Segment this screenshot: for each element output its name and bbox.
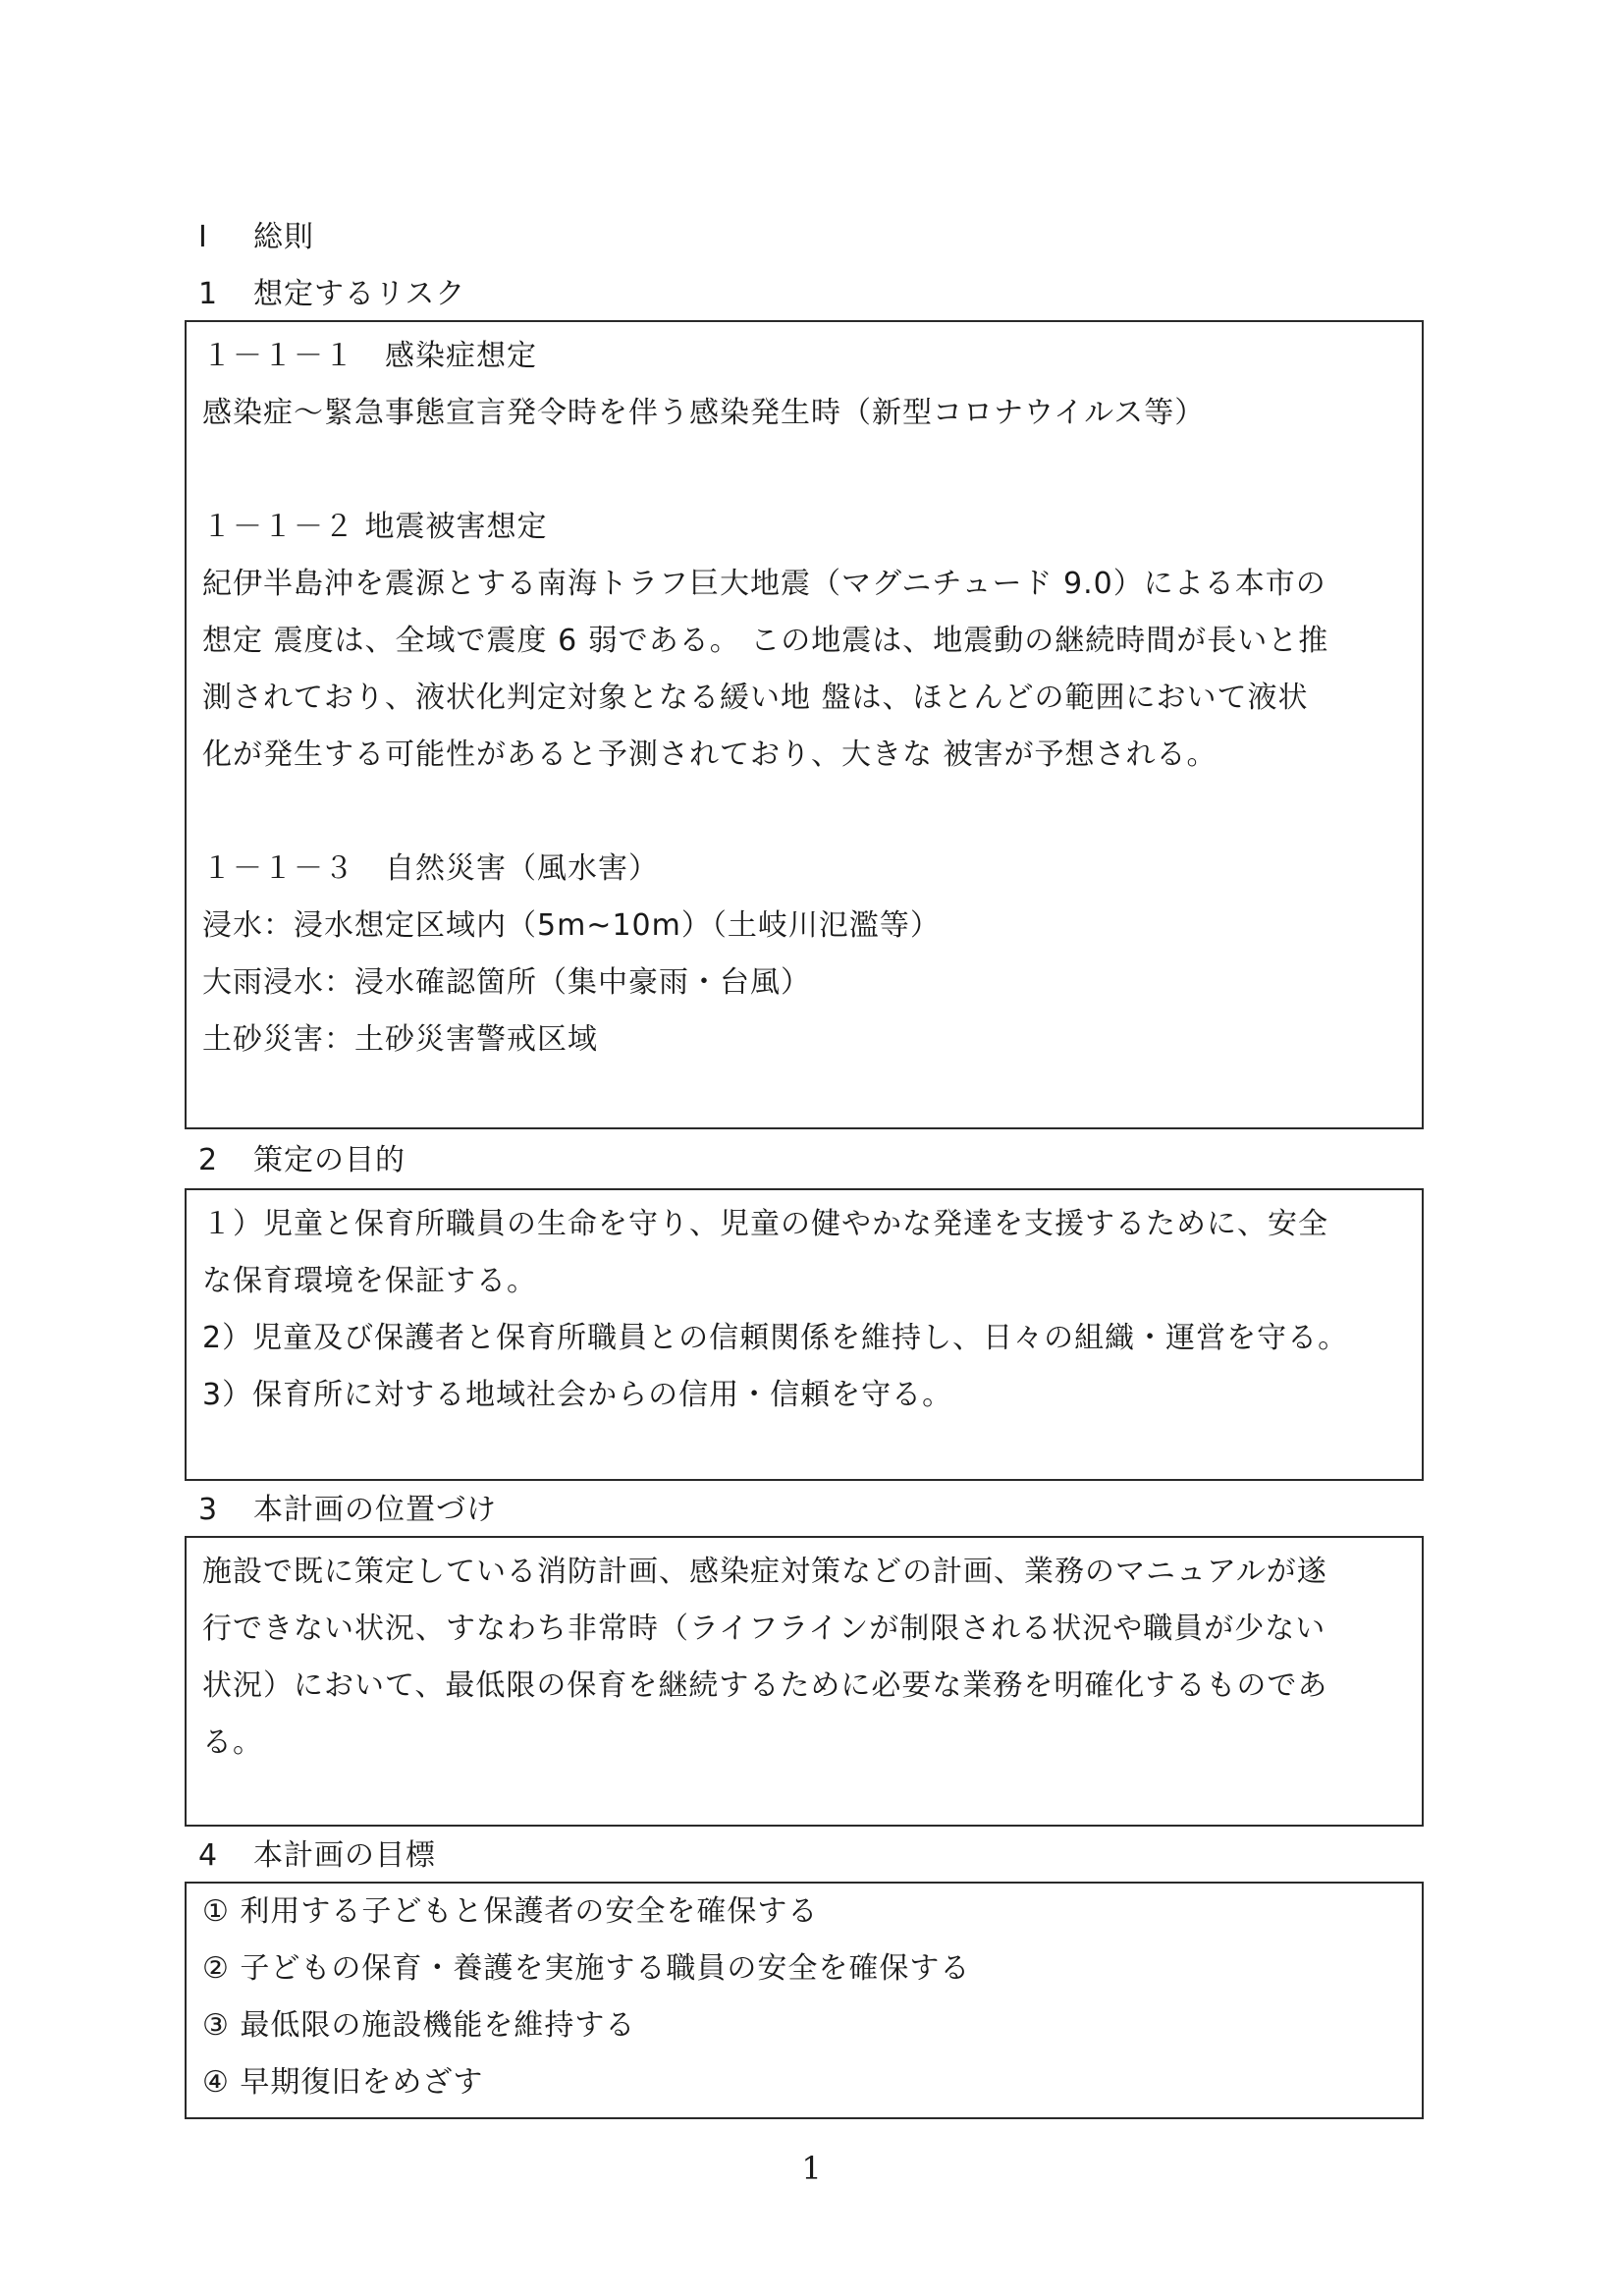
section-title: 本計画の位置づけ [253,1493,497,1527]
purpose-line: １）児童と保育所職員の生命を守り、児童の健やかな発達を支援するために、安全 [202,1207,1328,1241]
goal-item: ① 利用する子どもと保護者の安全を確保する [202,1894,819,1929]
positioning-line: 行できない状況、すなわち非常時（ライフラインが制限される状況や職員が少ない [202,1612,1326,1646]
earthquake-line: 化が発生する可能性があると予測されており、大きな 被害が予想される。 [202,738,1217,772]
section-2-heading [198,1141,406,1180]
positioning-line: 施設で既に策定している消防計画、感染症対策などの計画、業務のマニュアルが遂 [202,1555,1327,1589]
earthquake-line: 紀伊半島沖を震源とする南海トラフ巨大地震（マグニチュード 9.0）による本市の [202,567,1326,601]
goals-box [185,1882,1424,2119]
goal-item: ③ 最低限の施設機能を維持する [202,2008,636,2043]
natural-disaster-line: 浸水：浸水想定区域内（5m~10m）（土岐川氾濫等） [202,908,941,943]
section-3-heading [198,1491,497,1530]
section-number: 4 [198,1838,219,1873]
goal-item: ④ 早期復旧をめざす [202,2065,484,2100]
page-number: 1 [801,2150,822,2187]
section-1-heading [198,275,465,314]
section-number: 3 [198,1493,219,1527]
chapter-heading [198,218,314,257]
natural-disaster-line: 大雨浸水：浸水確認箇所（集中豪雨・台風） [202,965,811,1000]
positioning-line: る。 [202,1725,263,1760]
section-title: 想定するリスク [253,277,466,311]
section-number: 2 [198,1143,219,1177]
section-number: 1 [198,277,219,311]
purpose-line: な保育環境を保証する。 [202,1264,537,1298]
earthquake-line: 測されており、液状化判定対象となる緩い地 盤は、ほとんどの範囲において液状 [202,681,1309,715]
section-4-heading [198,1836,436,1876]
risk-box [185,320,1424,1129]
natural-disaster-line: 土砂災害：土砂災害警戒区域 [202,1022,598,1057]
purpose-line: 3）保育所に対する地域社会からの信用・信頼を守る。 [202,1378,953,1412]
purpose-box [185,1188,1424,1481]
positioning-box [185,1536,1424,1827]
section-title: 策定の目的 [253,1143,406,1177]
infection-heading: １－１－１ 感染症想定 [202,339,537,373]
positioning-line: 状況）において、最低限の保育を継続するために必要な業務を明確化するものであ [202,1668,1328,1703]
chapter-number: I [198,220,208,254]
goal-item: ② 子どもの保育・養護を実施する職員の安全を確保する [202,1951,971,1986]
purpose-line: 2）児童及び保護者と保育所職員との信頼関係を維持し、日々の組織・運営を守る。 [202,1321,1349,1355]
earthquake-line: 想定 震度は、全域で震度 6 弱である。 この地震は、地震動の継続時間が長いと推 [202,624,1329,658]
earthquake-heading: １－１－２ 地震被害想定 [202,510,548,544]
natural-disaster-heading: １－１－３ 自然災害（風水害） [202,851,659,886]
section-title: 本計画の目標 [253,1838,436,1873]
chapter-title: 総則 [253,220,314,254]
infection-text: 感染症～緊急事態宣言発令時を伴う感染発生時（新型コロナウイルス等） [202,396,1206,430]
